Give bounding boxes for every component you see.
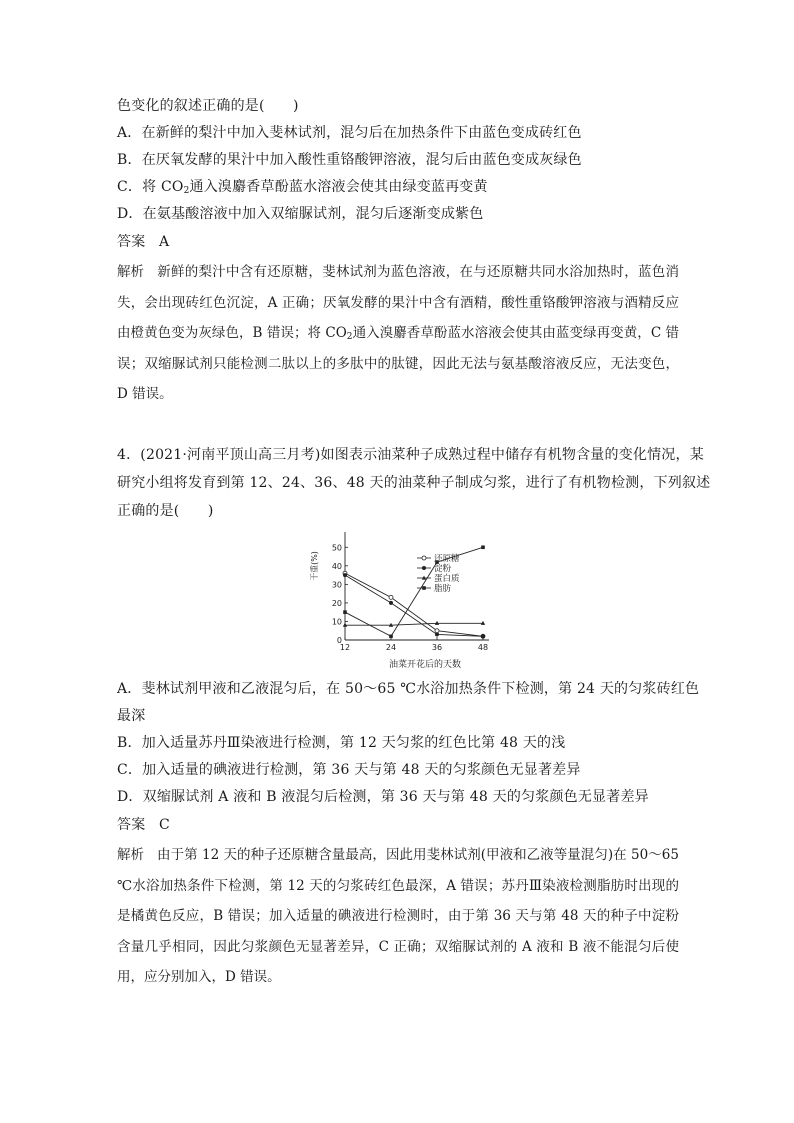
x-tick-label: 12 xyxy=(339,643,351,652)
q3-option-b: B．在厌氧发酵的果汁中加入酸性重铬酸钾溶液，混匀后由蓝色变成灰绿色 xyxy=(117,152,582,168)
y-tick-label: 20 xyxy=(331,598,342,608)
q3-option-d: D．在氨基酸溶液中加入双缩脲试剂，混匀后逐渐变成紫色 xyxy=(117,206,484,222)
series-line-0 xyxy=(345,573,483,636)
legend-label-0: 还原糖 xyxy=(434,554,460,564)
data-point-series-3 xyxy=(481,545,485,549)
legend-label-3: 脂肪 xyxy=(434,584,452,594)
q4-analysis-label: 解析 xyxy=(117,847,144,863)
data-point-series-0 xyxy=(435,629,439,633)
q3-option-c-post: 通入溴麝香草酚蓝水溶液会使其由绿变蓝再变黄 xyxy=(189,179,488,195)
q3-analysis-p1: 新鲜的梨汁中含有还原糖，斐林试剂为蓝色溶液，在与还原糖共同水浴加热时，蓝色消失，会出现砖红色沉淀，A 正确；厌氧发酵的果汁中含有酒精，酸性重铬酸钾溶液与酒精反应由橙黄色变为灰绿色，B 错误；将 CO xyxy=(117,264,679,341)
q3-option-c-pre: C．将 CO xyxy=(117,179,184,195)
q4-option-d: D．双缩脲试剂 A 液和 B 液混匀后检测，第 36 天与第 48 天的匀浆颜色无显著差异 xyxy=(117,789,649,805)
data-point-series-1 xyxy=(343,573,347,577)
y-tick-label: 0 xyxy=(336,636,342,645)
q4-answer-value: C xyxy=(159,817,170,833)
q3-analysis xyxy=(117,257,679,410)
legend-marker-1 xyxy=(422,566,426,570)
q3-option-c xyxy=(117,177,488,197)
legend-label-1: 淀粉 xyxy=(434,564,452,574)
q4-answer-label: 答案 xyxy=(117,817,146,833)
q4-option-a-line-2: 最深 xyxy=(117,708,146,724)
q4-stem-line-3: 正确的是( ) xyxy=(117,503,214,519)
q3-option-c-sub: 2 xyxy=(183,186,190,196)
data-point-series-3 xyxy=(343,610,347,614)
q3-answer-label: 答案 xyxy=(117,234,146,250)
q4-analysis xyxy=(117,840,679,993)
q4-stem-line-1: 4．(2021·河南平顶山高三月考)如图表示油菜种子成熟过程中储存有机物含量的变化情况，某 xyxy=(117,447,704,463)
data-point-series-3 xyxy=(389,634,393,638)
data-point-series-1 xyxy=(435,632,439,636)
y-tick-label: 30 xyxy=(331,580,342,590)
x-tick-label: 48 xyxy=(477,643,489,652)
legend-label-2: 蛋白质 xyxy=(434,574,460,584)
data-point-series-0 xyxy=(389,595,393,599)
y-tick-label: 10 xyxy=(331,617,342,627)
legend-marker-3 xyxy=(422,586,426,590)
q3-answer-value: A xyxy=(159,234,170,250)
chart-y-axis-label: 干重(%) xyxy=(310,551,319,581)
data-point-series-1 xyxy=(481,634,485,638)
q4-option-b: B．加入适量苏丹Ⅲ染液进行检测，第 12 天匀浆的红色比第 48 天的浅 xyxy=(117,735,566,751)
q4-analysis-text: 由于第 12 天的种子还原糖含量最高，因此用斐林试剂(甲液和乙液等量混匀)在 50～65 ℃水浴加热条件下检测，第 12 天的匀浆砖红色最深，A 错误；苏丹Ⅲ染液检测脂肪时出现的是橘黄色反应，B 错误；加入适量的碘液进行检测时，由于第 36 天与第 48 天的种子中淀粉含量几乎相同，因此匀浆颜色无显著差异，C 正确；双缩脲试剂的 A 液和 B 液不能混匀后使用，应分别加入，D 错误。 xyxy=(117,847,679,985)
chart-x-axis-label: 油菜开花后的天数 xyxy=(388,660,462,670)
q3-option-a: A．在新鲜的梨汁中加入斐林试剂，混匀后在加热条件下由蓝色变成砖红色 xyxy=(117,125,582,141)
x-tick-label: 36 xyxy=(431,643,443,652)
legend-marker-0 xyxy=(422,556,426,560)
q4-stem-line-2: 研究小组将发育到第 12、24、36、48 天的油菜种子制成匀浆，进行了有机物检测，下列叙述 xyxy=(117,475,711,491)
chart-series xyxy=(343,545,485,638)
series-line-2 xyxy=(345,623,483,625)
q3-answer xyxy=(117,232,169,252)
y-tick-label: 50 xyxy=(331,543,342,553)
legend-marker-2 xyxy=(422,576,426,580)
q4-answer xyxy=(117,815,170,835)
y-tick-label: 40 xyxy=(331,561,342,571)
q3-analysis-label: 解析 xyxy=(117,264,144,280)
q3-stem-tail: 色变化的叙述正确的是( ) xyxy=(117,98,299,114)
q3-analysis-sub: 2 xyxy=(346,332,353,342)
organic-content-line-chart xyxy=(300,528,500,673)
x-tick-label: 24 xyxy=(385,643,397,652)
q4-option-a-line-1: A．斐林试剂甲液和乙液混匀后，在 50～65 ℃水浴加热条件下检测，第 24 天的匀浆砖红色 xyxy=(117,681,700,697)
q4-option-c: C．加入适量的碘液进行检测，第 36 天与第 48 天的匀浆颜色无显著差异 xyxy=(117,762,581,778)
chart-legend xyxy=(417,553,460,594)
q3-analysis-p2: 通入溴麝香草酚蓝水溶液会使其由蓝变绿再变黄，C 错误；双缩脲试剂只能检测二肽以上的多肽中的肽键，因此无法与氨基酸溶液反应，无法变色，D 错误。 xyxy=(117,325,679,402)
data-point-series-1 xyxy=(389,601,393,605)
